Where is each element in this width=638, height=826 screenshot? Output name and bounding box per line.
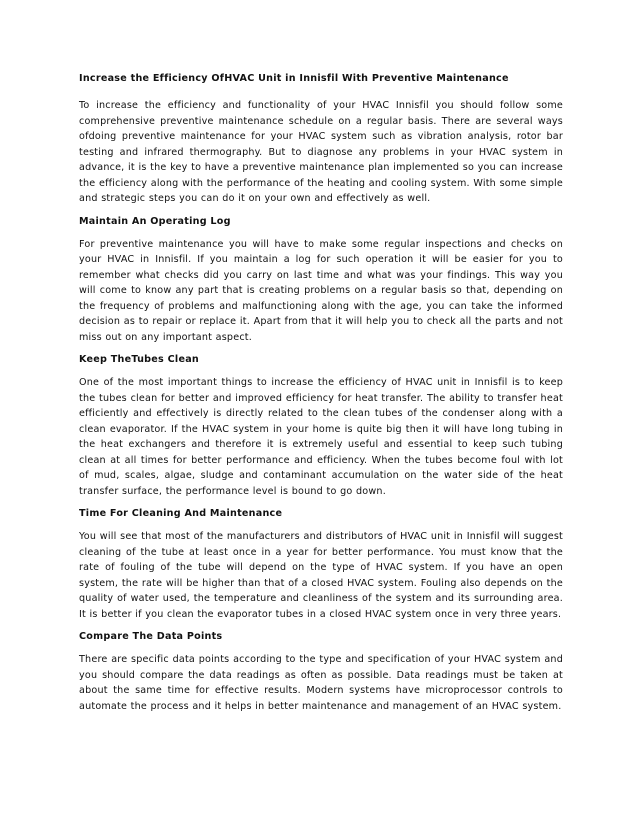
document-title: Increase the Efficiency OfHVAC Unit in Innisfil With Preventive Maintenance [79, 73, 509, 84]
section-body-cleaning-maintenance: You will see that most of the manufacturers and distributors of HVAC unit in Innisfil will suggest cleaning of the tube at least once in a year for better performance. You must know that the rate of fouling of the tube will depend on the type of HVAC system. If you have an open system, the rate will be higher than that of a closed HVAC system. Fouling also depends on the quality of water used, the temperature and cleanliness of the system and its surrounding area. It is better if you clean the evaporator tubes in a closed HVAC system once in very three years. [79, 531, 563, 620]
section-heading-tubes-clean: Keep TheTubes Clean [79, 354, 200, 365]
document-page [79, 72, 563, 714]
section-heading-data-points: Compare The Data Points [79, 631, 223, 642]
section-heading-operating-log: Maintain An Operating Log [79, 215, 231, 227]
section-body-tubes-clean: One of the most important things to increase the efficiency of HVAC unit in Innisfil is to keep the tubes clean for better and improved efficiency for heat transfer. The ability to transfer heat efficiently and effectively is directly related to the clean tubes of the condenser along with a clean evaporator. If the HVAC system in your home is quite big then it will have long tubing in the heat exchangers and therefore it is extremely useful and essential to keep such tubing clean at all times for better performance and efficiency. When the tubes become foul with lot of mud, scales, algae, sludge and contaminant accumulation on the water side of the heat transfer surface, the performance level is bound to go down. [79, 377, 563, 497]
intro-paragraph: To increase the efficiency and functionality of your HVAC Innisfil you should follow some comprehensive preventive maintenance schedule on a regular basis. There are several ways ofdoing preventive maintenance for your HVAC system such as vibration analysis, rotor bar testing and infrared thermography. But to diagnose any problems in your HVAC system in advance, it is the key to have a preventive maintenance plan implemented so you can increase the efficiency along with the performance of the heating and cooling system. With some simple and strategic steps you can do it on your own and effectively as well. [79, 100, 563, 204]
section-body-data-points: There are specific data points according to the type and specification of your HVAC system and you should compare the data readings as often as possible. Data readings must be taken at about the same time for effective results. Modern systems have microprocessor controls to automate the process and it helps in better maintenance and management of an HVAC system. [79, 654, 563, 712]
section-heading-cleaning-maintenance: Time For Cleaning And Maintenance [79, 508, 283, 519]
section-body-operating-log: For preventive maintenance you will have to make some regular inspections and checks on your HVAC in Innisfil. If you maintain a log for such operation it will be easier for you to remember what checks did you carry on last time and what was your findings. This way you will come to know any part that is creating problems on a regular basis so that, depending on the frequency of problems and malfunctioning along with the age, you can take the informed decision as to repair or replace it. Apart from that it will help you to check all the parts and not miss out on any important aspect. [79, 238, 563, 343]
